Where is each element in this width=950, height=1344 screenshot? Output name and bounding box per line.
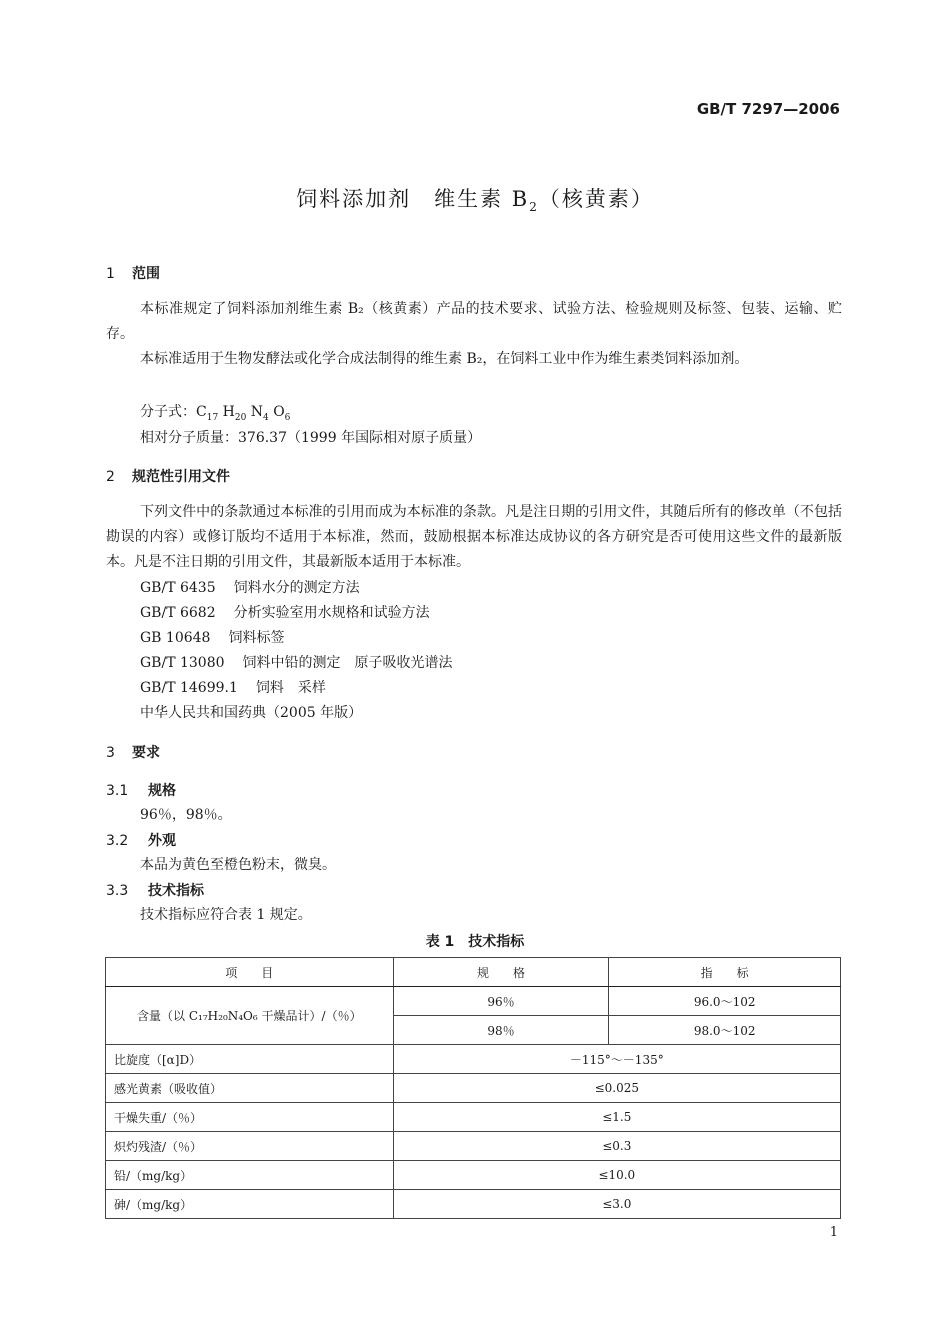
table-cell-spec: 98％ [393, 1016, 609, 1045]
reference-item: 中华人民共和国药典（2005 年版） [140, 705, 363, 721]
table-row [106, 1074, 841, 1103]
reference-item: GB/T 14699.1 饲料 采样 [140, 680, 326, 696]
section-3-1-heading: 3.1 规格 [106, 783, 176, 799]
table-title: 表 1 技术指标 [425, 934, 525, 950]
table-header-item: 项 目 [106, 958, 394, 987]
table-cell-value: ≤1.5 [393, 1103, 840, 1132]
table-row [106, 1045, 841, 1074]
spec-table [105, 957, 841, 1219]
document-title: 饲料添加剂 维生素 $B_2$（核黄素） [296, 187, 654, 215]
section-3-3-text: 技术指标应符合表 1 规定。 [140, 907, 312, 923]
standard-number: GB/T 7297—2006 [696, 100, 840, 118]
section-1-heading: 1 范围 [106, 266, 160, 282]
table-cell-spec: 96％ [393, 987, 609, 1016]
table-row [106, 1103, 841, 1132]
molecular-mass: 相对分子质量：376.37（1999 年国际相对原子质量） [140, 430, 482, 446]
section-3-heading: 3 要求 [106, 745, 160, 761]
page-number: 1 [829, 1225, 838, 1240]
reference-item: GB 10648 饲料标签 [140, 630, 285, 646]
section-3-1-text: 96％，98％。 [140, 807, 232, 823]
table-header-value: 指 标 [609, 958, 841, 987]
section-1-paragraph-1: 本标准规定了饲料添加剂维生素 B₂（核黄素）产品的技术要求、试验方法、检验规则及标签、包装、运输、贮存。 [106, 301, 842, 342]
table-cell-value: 96.0～102 [609, 987, 841, 1016]
table-cell-item: 砷/（mg/kg） [106, 1190, 394, 1219]
table-cell-item: 感光黄素（吸收值） [106, 1074, 394, 1103]
reference-item: GB/T 6435 饲料水分的测定方法 [140, 580, 360, 596]
table-header-row [106, 958, 841, 987]
table-cell-value: ≤0.3 [393, 1132, 840, 1161]
table-row [106, 987, 841, 1016]
section-3-3-heading: 3.3 技术指标 [106, 883, 204, 899]
table-cell-value: 98.0～102 [609, 1016, 841, 1045]
reference-item: GB/T 6682 分析实验室用水规格和试验方法 [140, 605, 430, 621]
table-row [106, 1132, 841, 1161]
section-3-2-text: 本品为黄色至橙色粉末，微臭。 [140, 857, 336, 873]
table-row [106, 1161, 841, 1190]
table-row [106, 1190, 841, 1219]
table-cell-value: ≤10.0 [393, 1161, 840, 1190]
table-cell-content-label: 含量（以 C₁₇H₂₀N₄O₆ 干燥品计）/（％） [106, 987, 394, 1045]
section-2-paragraph: 下列文件中的条款通过本标准的引用而成为本标准的条款。凡是注日期的引用文件，其随后所有的修改单（不包括勘误的内容）或修订版均不适用于本标准，然而，鼓励根据本标准达成协议的各方研究是否可使用这些文件的最新版本。凡是不注日期的引用文件，其最新版本适用于本标准。 [106, 504, 842, 570]
table-cell-item: 干燥失重/（％） [106, 1103, 394, 1132]
table-cell-item: 炽灼残渣/（％） [106, 1132, 394, 1161]
molecular-formula: 分子式：$C_{17}$ $H_{20}$ $N_4$ $O_6$ [140, 404, 291, 423]
table-cell-value: －115°～－135° [393, 1045, 840, 1074]
section-1-paragraph-2: 本标准适用于生物发酵法或化学合成法制得的维生素 B₂，在饲料工业中作为维生素类饲料添加剂。 [140, 351, 749, 367]
table-cell-item: 比旋度（[α]D） [106, 1045, 394, 1074]
table-cell-value: ≤0.025 [393, 1074, 840, 1103]
table-header-spec: 规 格 [393, 958, 609, 987]
table-cell-value: ≤3.0 [393, 1190, 840, 1219]
section-3-2-heading: 3.2 外观 [106, 833, 176, 849]
section-2-heading: 2 规范性引用文件 [106, 469, 230, 485]
table-cell-item: 铅/（mg/kg） [106, 1161, 394, 1190]
reference-item: GB/T 13080 饲料中铅的测定 原子吸收光谱法 [140, 655, 453, 671]
